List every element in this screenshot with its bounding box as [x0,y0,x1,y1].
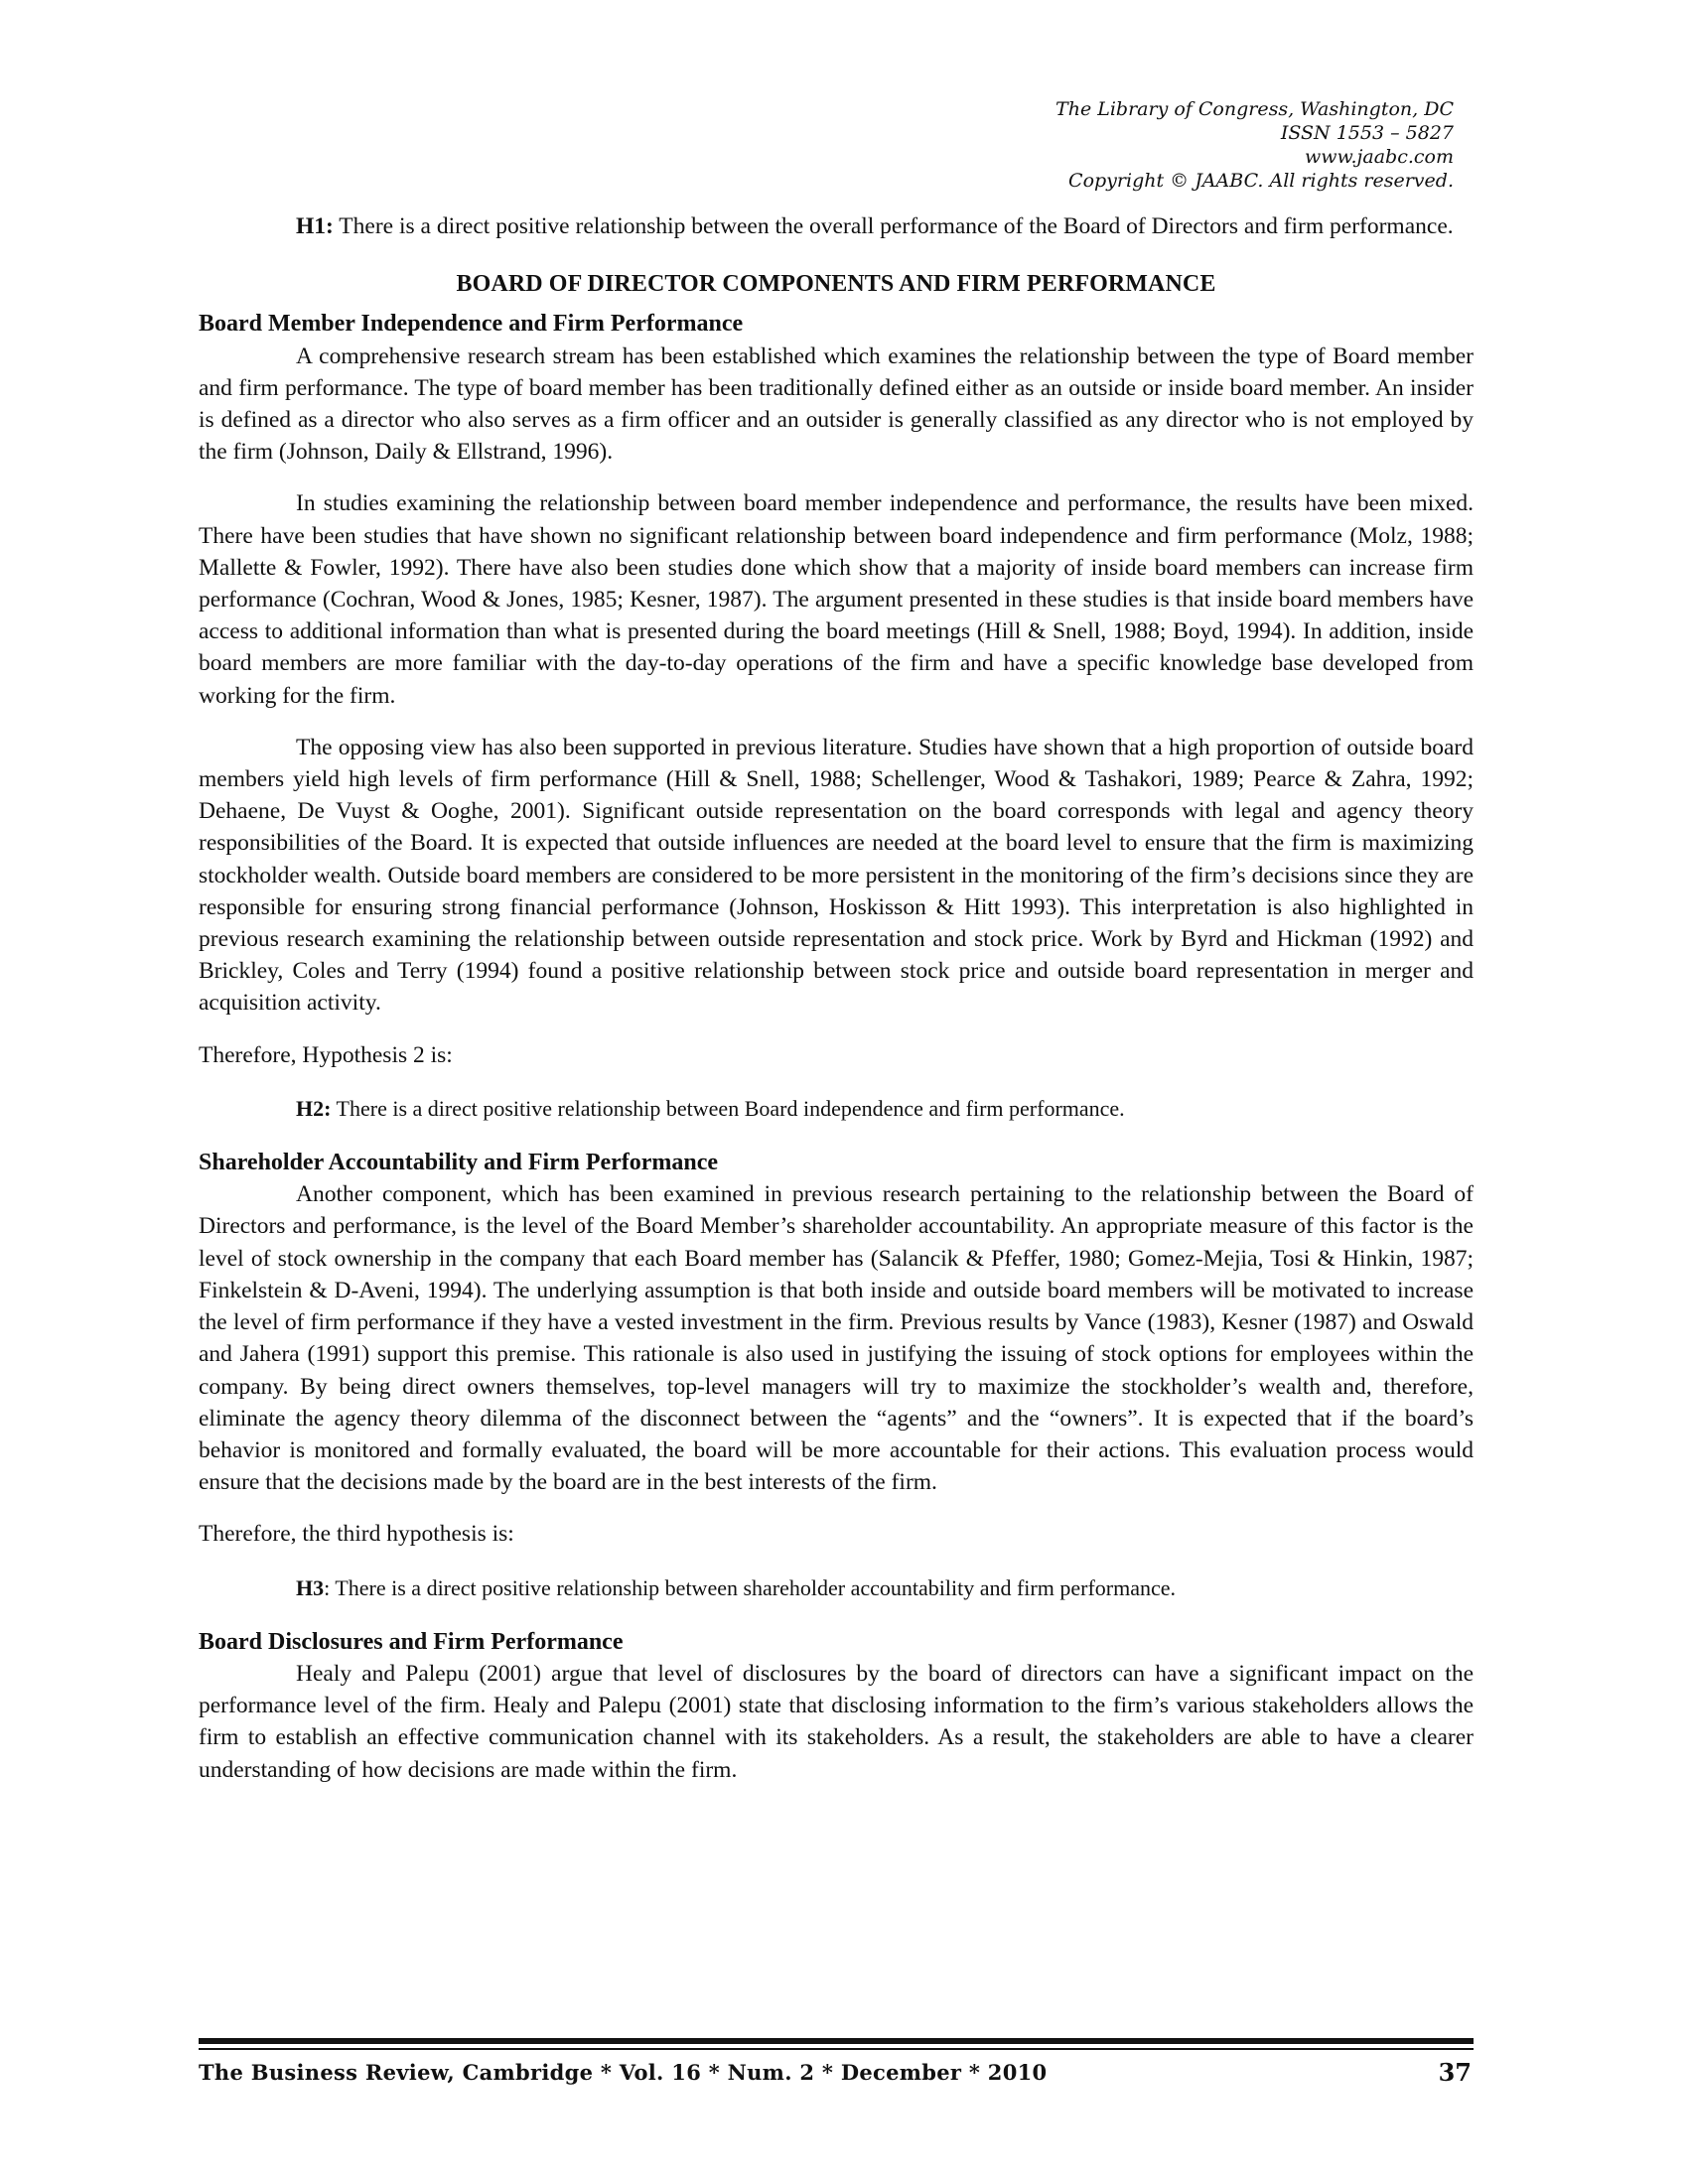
page-number: 37 [1438,2058,1472,2087]
header-issn: ISSN 1553 – 5827 [1280,122,1454,144]
paragraph: In studies examining the relationship between board member independence and performance, the results have been mixed. There have been studies that have shown no significant relationship between board independence and firm performance (Molz, 1988; Mallette & Fowler, 1992). There have also been studies done which show that a majority of inside board members can increase firm performance (Cochran, Wood & Jones, 1985; Kesner, 1987). The argument presented in these studies is that inside board members have access to additional information than what is presented during the board meetings (Hill & Snell, 1988; Boyd, 1994). In addition, inside board members are more familiar with the day-to-day operations of the firm and have a specific knowledge base developed from working for the firm. [199,490,1474,709]
therefore-line: Therefore, Hypothesis 2 is: [199,1041,453,1068]
header-copyright: Copyright © JAABC. All rights reserved. [1068,170,1454,192]
hypothesis-text: : There is a direct positive relationship between shareholder accountability and firm performance. [324,1574,1177,1600]
hypothesis-text: There is a direct positive relationship between the overall performance of the Board of Directors and firm performance. [333,213,1454,239]
therefore-line: Therefore, the third hypothesis is: [199,1521,514,1548]
header-website: www.jaabc.com [1304,146,1454,168]
paragraph: Healy and Palepu (2001) argue that level of disclosures by the board of directors can have a significant impact on the performance level of the firm. Healy and Palepu (2001) state that disclosing information to the firm’s various stakeholders allows the firm to establish an effective communication channel with its stakeholders. As a result, the stakeholders are able to have a clearer understanding of how decisions are made within the firm. [199,1660,1474,1783]
subheading-disclosures: Board Disclosures and Firm Performance [199,1628,624,1655]
hypothesis-h3 [296,1572,1474,1604]
footer-rule [199,2048,1474,2050]
hypothesis-label: H3 [296,1574,325,1600]
footer-journal-info: The Business Review, Cambridge * Vol. 16 * Num. 2 * December * 2010 [199,2060,1048,2085]
hypothesis-text: There is a direct positive relationship between Board independence and firm performance. [331,1095,1125,1121]
hypothesis-h2 [296,1093,1474,1125]
journal-header [1055,97,1454,193]
header-library: The Library of Congress, Washington, DC [1055,98,1454,120]
subheading-independence: Board Member Independence and Firm Performance [199,311,744,338]
paragraph: A comprehensive research stream has been established which examines the relationship between the type of Board member and firm performance. The type of board member has been traditionally defined either as an outside or inside board member. An insider is defined as a director who also serves as a firm officer and an outsider is generally classified as any director who is not employed by the firm (Johnson, Daily & Ellstrand, 1996). [199,342,1474,466]
article-body [199,210,1474,1786]
hypothesis-label: H1: [296,213,334,239]
hypothesis-label: H2: [296,1095,332,1121]
footer-rule [199,2038,1474,2044]
paragraph: Another component, which has been examined in previous research pertaining to the relationship between the Board of Directors and performance, is the level of the Board Member’s shareholder accountability. An appropriate measure of this factor is the level of stock ownership in the company that each Board member has (Salancik & Pfeffer, 1980; Gomez-Mejia, Tosi & Hinkin, 1987; Finkelstein & D-Aveni, 1994). The underlying assumption is that both inside and outside board members will be motivated to increase the level of firm performance if they have a vested investment in the firm. Previous results by Vance (1983), Kesner (1987) and Oswald and Jahera (1991) support this premise. This rationale is also used in justifying the issuing of stock options for employees within the company. By being direct owners themselves, top-level managers will try to maximize the stockholder’s wealth and, therefore, eliminate the agency theory dilemma of the disconnect between the “agents” and the “owners”. It is expected that if the board’s behavior is monitored and formally evaluated, the board will be more accountable for their actions. This evaluation process would ensure that the decisions made by the board are in the best interests of the firm. [199,1181,1474,1496]
hypothesis-h1 [296,210,1474,242]
paragraph: The opposing view has also been supported in previous literature. Studies have shown that a high proportion of outside board members yield high levels of firm performance (Hill & Snell, 1988; Schellenger, Wood & Tashakori, 1989; Pearce & Zahra, 1992; Dehaene, De Vuyst & Ooghe, 2001). Significant outside representation on the board corresponds with legal and agency theory responsibilities of the Board. It is expected that outside influences are needed at the board level to ensure that the firm is maximizing stockholder wealth. Outside board members are considered to be more persistent in the monitoring of the firm’s decisions since they are responsible for ensuring strong financial performance (Johnson, Hoskisson & Hitt 1993). This interpretation is also highlighted in previous research examining the relationship between outside representation and stock price. Work by Byrd and Hickman (1992) and Brickley, Coles and Terry (1994) found a positive relationship between stock price and outside board representation in merger and acquisition activity. [199,734,1474,1017]
subheading-accountability: Shareholder Accountability and Firm Performance [199,1150,719,1176]
section-title: BOARD OF DIRECTOR COMPONENTS AND FIRM PERFORMANCE [456,271,1216,298]
